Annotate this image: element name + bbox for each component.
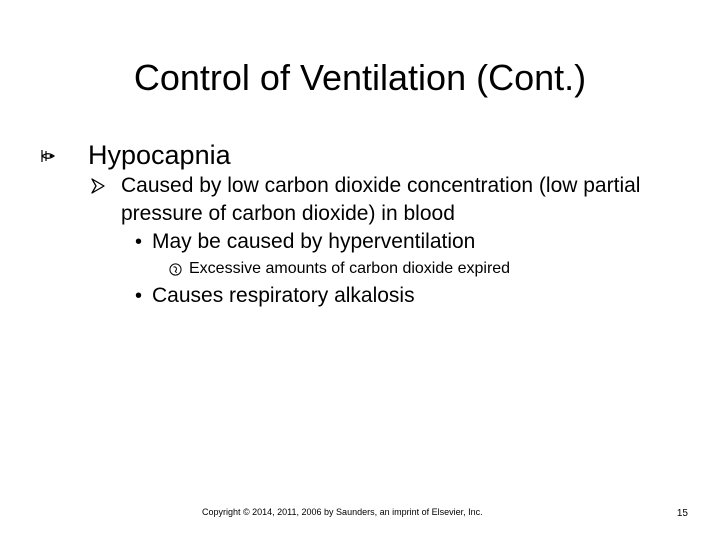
detail-text: Excessive amounts of carbon dioxide expired: [189, 260, 511, 277]
heading-hypocapnia: Hypocapnia: [88, 140, 231, 170]
page-number: 15: [676, 508, 688, 519]
dot-bullet-icon: •: [135, 231, 143, 253]
dot-bullet-icon: •: [135, 285, 143, 307]
main-point-text: Caused by low carbon dioxide concentration (low partial pressure of carbon dioxide) in blood: [121, 174, 641, 225]
sub-point-text: Causes respiratory alkalosis: [152, 284, 415, 307]
circled-bullet-icon: [169, 263, 182, 276]
arrowhead-bullet-icon: [91, 178, 105, 194]
fancy-bullet-icon: [40, 149, 56, 163]
sub-point-text: May be caused by hyperventilation: [152, 230, 476, 253]
footer-copyright: Copyright © 2014, 2011, 2006 by Saunders, an imprint of Elsevier, Inc.: [202, 507, 483, 517]
slide-title: Control of Ventilation (Cont.): [133, 57, 587, 98]
